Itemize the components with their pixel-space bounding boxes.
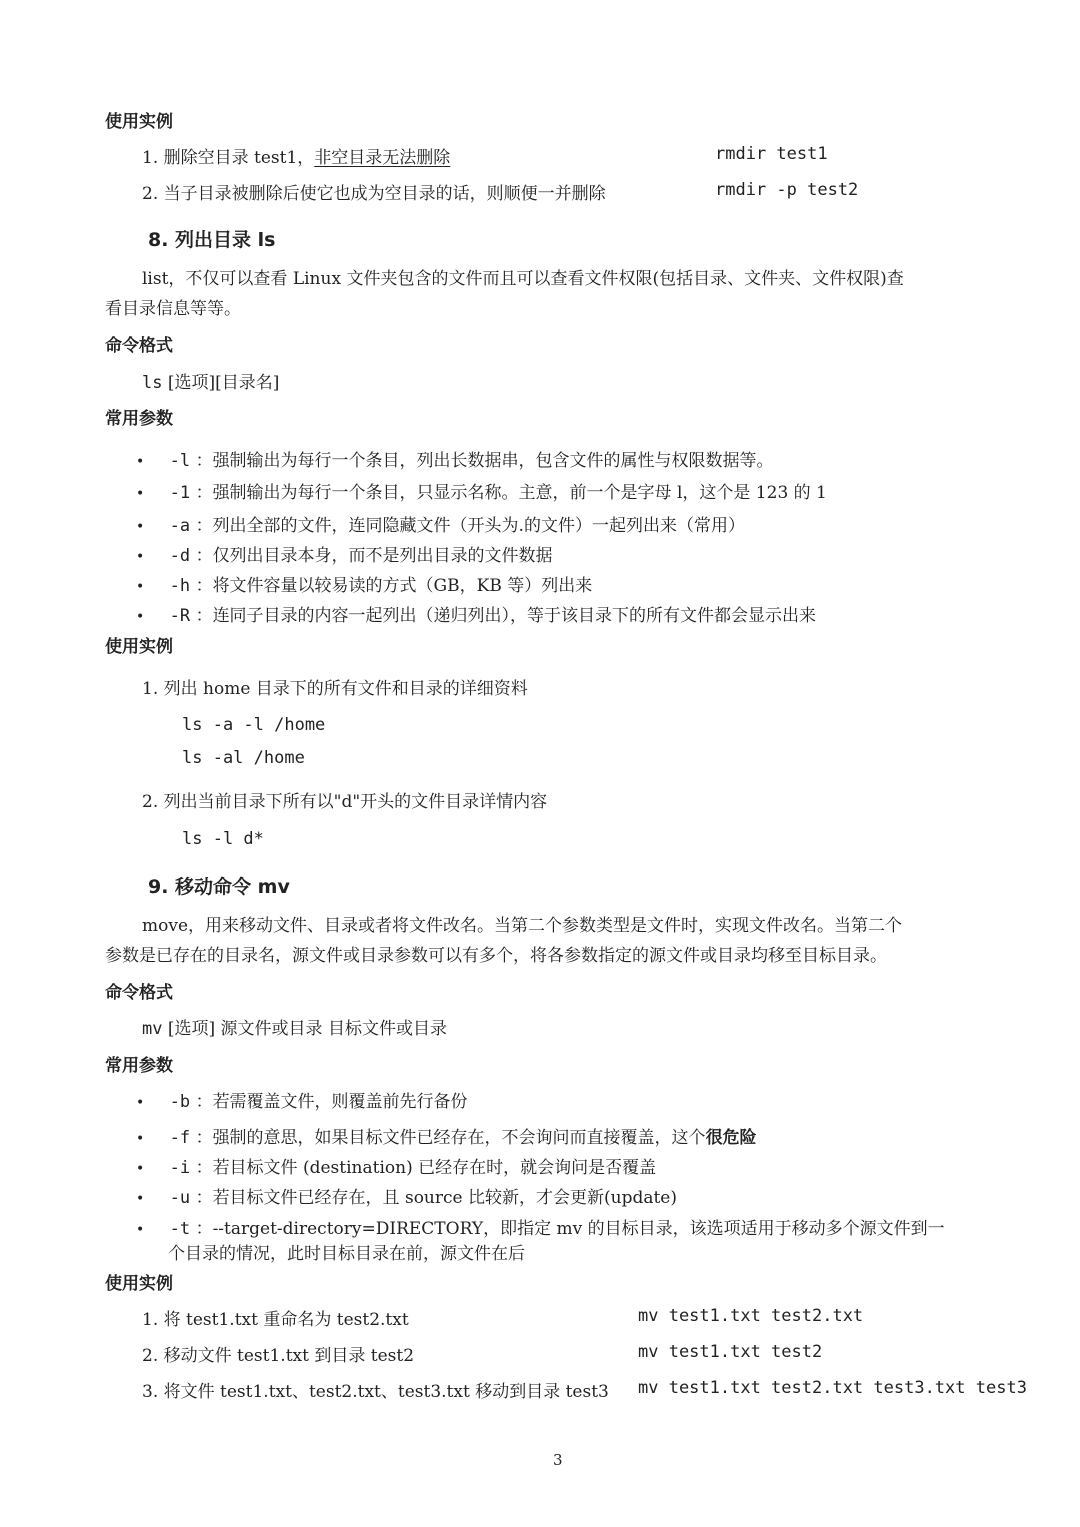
example-desc: 列出 home 目录下的所有文件和目录的详细资料 bbox=[163, 679, 528, 699]
param-desc: 若目标文件 (destination) 已经存在时，就会询问是否覆盖 bbox=[212, 1158, 657, 1178]
param-desc-bold: 很危险 bbox=[705, 1128, 757, 1148]
example-desc: 将文件 test1.txt、test2.txt、test3.txt 移动到目录 test3 bbox=[163, 1382, 609, 1402]
bullet-icon: • bbox=[136, 1222, 145, 1238]
ls-example-1-cmd-2: ls -al /home bbox=[182, 748, 305, 768]
param-flag: -a bbox=[169, 516, 191, 536]
page-number: 3 bbox=[553, 1451, 563, 1469]
param-sep: ： bbox=[195, 546, 213, 566]
mv-section-title: 9. 移动命令 mv bbox=[148, 876, 290, 898]
ls-format-heading: 命令格式 bbox=[105, 336, 173, 356]
bullet-icon: • bbox=[136, 579, 145, 595]
example-desc: 当子目录被删除后使它也成为空目录的话，则顺便一并删除 bbox=[163, 184, 606, 204]
bullet-icon: • bbox=[136, 1095, 145, 1111]
example-desc: 删除空目录 test1， bbox=[163, 148, 315, 168]
ls-param-R bbox=[136, 601, 816, 626]
example-desc: 移动文件 test1.txt 到目录 test2 bbox=[163, 1346, 415, 1366]
mv-example-1-cmd: mv test1.txt test2.txt bbox=[638, 1306, 864, 1326]
bullet-icon: • bbox=[136, 609, 145, 625]
param-sep: ： bbox=[195, 576, 213, 596]
ls-format-args: [选项][目录名] bbox=[167, 373, 280, 393]
mv-intro-line-1: move，用来移动文件、目录或者将文件改名。当第二个参数类型是文件时，实现文件改名。当第二个 bbox=[142, 916, 903, 936]
ls-intro-line-2: 看目录信息等等。 bbox=[105, 299, 241, 319]
param-desc: 列出全部的文件，连同隐藏文件（开头为.的文件）一起列出来（常用） bbox=[212, 516, 745, 536]
mv-param-t bbox=[136, 1214, 945, 1239]
mv-param-t-line-2: 个目录的情况，此时目标目录在前，源文件在后 bbox=[168, 1244, 525, 1264]
param-sep: ： bbox=[195, 1158, 213, 1178]
ls-param-h bbox=[136, 571, 592, 596]
example-number: 2. bbox=[142, 184, 159, 204]
param-sep: ： bbox=[195, 516, 213, 536]
mv-intro-line-2: 参数是已存在的目录名，源文件或目录参数可以有多个，将各参数指定的源文件或目录均移至目标目录。 bbox=[105, 946, 887, 966]
param-desc: 强制输出为每行一个条目，只显示名称。主意，前一个是字母 l，这个是 123 的 1 bbox=[212, 483, 827, 503]
mv-param-i bbox=[136, 1153, 656, 1178]
mv-param-u bbox=[136, 1183, 677, 1208]
param-desc: 若目标文件已经存在，且 source 比较新，才会更新(update) bbox=[212, 1188, 677, 1208]
ls-example-1 bbox=[142, 674, 528, 699]
bullet-icon: • bbox=[136, 1191, 145, 1207]
param-flag: -b bbox=[169, 1092, 191, 1112]
example-desc: 将 test1.txt 重命名为 test2.txt bbox=[163, 1310, 409, 1330]
ls-example-1-cmd-1: ls -a -l /home bbox=[182, 715, 326, 735]
ls-section-title: 8. 列出目录 ls bbox=[148, 229, 276, 251]
ls-param-a bbox=[136, 511, 745, 536]
param-flag: -f bbox=[169, 1128, 191, 1148]
bullet-icon: • bbox=[136, 519, 145, 535]
mv-format-cmd: mv bbox=[142, 1019, 163, 1039]
mv-example-3 bbox=[142, 1377, 609, 1402]
rmdir-example-2-cmd: rmdir -p test2 bbox=[715, 180, 859, 200]
rmdir-example-1 bbox=[142, 143, 450, 168]
ls-format-cmd: ls bbox=[142, 373, 163, 393]
param-flag: -l bbox=[169, 451, 191, 471]
ls-format-line bbox=[142, 368, 279, 393]
rmdir-usage-heading: 使用实例 bbox=[105, 112, 173, 132]
param-flag: -R bbox=[169, 606, 191, 626]
param-desc: 若需覆盖文件，则覆盖前先行备份 bbox=[212, 1092, 468, 1112]
example-number: 1. bbox=[142, 148, 159, 168]
bullet-icon: • bbox=[136, 549, 145, 565]
param-flag: -u bbox=[169, 1188, 191, 1208]
mv-format-args: [选项] 源文件或目录 目标文件或目录 bbox=[167, 1019, 447, 1039]
bullet-icon: • bbox=[136, 486, 145, 502]
mv-example-1 bbox=[142, 1305, 409, 1330]
mv-params-heading: 常用参数 bbox=[105, 1056, 173, 1076]
mv-param-f bbox=[136, 1123, 757, 1148]
ls-params-heading: 常用参数 bbox=[105, 409, 173, 429]
param-sep: ： bbox=[195, 1092, 213, 1112]
rmdir-example-2 bbox=[142, 179, 606, 204]
param-desc: 强制的意思，如果目标文件已经存在，不会询问而直接覆盖，这个 bbox=[212, 1128, 706, 1148]
example-number: 3. bbox=[142, 1382, 159, 1402]
param-sep: ： bbox=[195, 451, 213, 471]
bullet-icon: • bbox=[136, 1131, 145, 1147]
ls-usage-heading: 使用实例 bbox=[105, 637, 173, 657]
param-flag: -i bbox=[169, 1158, 191, 1178]
mv-param-b bbox=[136, 1087, 468, 1112]
param-desc: 连同子目录的内容一起列出（递归列出），等于该目录下的所有文件都会显示出来 bbox=[212, 606, 817, 626]
param-desc: --target-directory=DIRECTORY，即指定 mv 的目标目录，该选项适用于移动多个源文件到一 bbox=[212, 1219, 945, 1239]
example-desc-underlined: 非空目录无法删除 bbox=[314, 148, 451, 168]
param-desc: 强制输出为每行一个条目，列出长数据串，包含文件的属性与权限数据等。 bbox=[212, 451, 774, 471]
bullet-icon: • bbox=[136, 1161, 145, 1177]
example-number: 2. bbox=[142, 792, 159, 812]
mv-example-3-cmd: mv test1.txt test2.txt test3.txt test3 bbox=[638, 1378, 1027, 1398]
mv-example-2-cmd: mv test1.txt test2 bbox=[638, 1342, 823, 1362]
param-flag: -d bbox=[169, 546, 191, 566]
param-sep: ： bbox=[195, 1188, 213, 1208]
example-number: 1. bbox=[142, 679, 159, 699]
example-number: 2. bbox=[142, 1346, 159, 1366]
param-desc: 将文件容量以较易读的方式（GB，KB 等）列出来 bbox=[212, 576, 593, 596]
ls-example-2 bbox=[142, 787, 547, 812]
ls-param-1 bbox=[136, 478, 827, 503]
mv-example-2 bbox=[142, 1341, 414, 1366]
mv-format-heading: 命令格式 bbox=[105, 983, 173, 1003]
example-desc: 列出当前目录下所有以"d"开头的文件目录详情内容 bbox=[163, 792, 548, 812]
param-flag: -h bbox=[169, 576, 191, 596]
param-sep: ： bbox=[195, 606, 213, 626]
param-flag: -t bbox=[169, 1219, 191, 1239]
param-desc: 仅列出目录本身，而不是列出目录的文件数据 bbox=[212, 546, 553, 566]
param-sep: ： bbox=[195, 1219, 213, 1239]
mv-usage-heading: 使用实例 bbox=[105, 1274, 173, 1294]
mv-format-line bbox=[142, 1014, 447, 1039]
ls-intro-line-1: list，不仅可以查看 Linux 文件夹包含的文件而且可以查看文件权限(包括目录、文件夹、文件权限)查 bbox=[142, 269, 904, 289]
rmdir-example-1-cmd: rmdir test1 bbox=[715, 144, 828, 164]
ls-param-l bbox=[136, 446, 774, 471]
ls-example-2-cmd: ls -l d* bbox=[182, 829, 264, 849]
example-number: 1. bbox=[142, 1310, 159, 1330]
param-sep: ： bbox=[195, 1128, 213, 1148]
param-sep: ： bbox=[195, 483, 213, 503]
param-flag: -1 bbox=[169, 483, 191, 503]
bullet-icon: • bbox=[136, 454, 145, 470]
ls-param-d bbox=[136, 541, 553, 566]
